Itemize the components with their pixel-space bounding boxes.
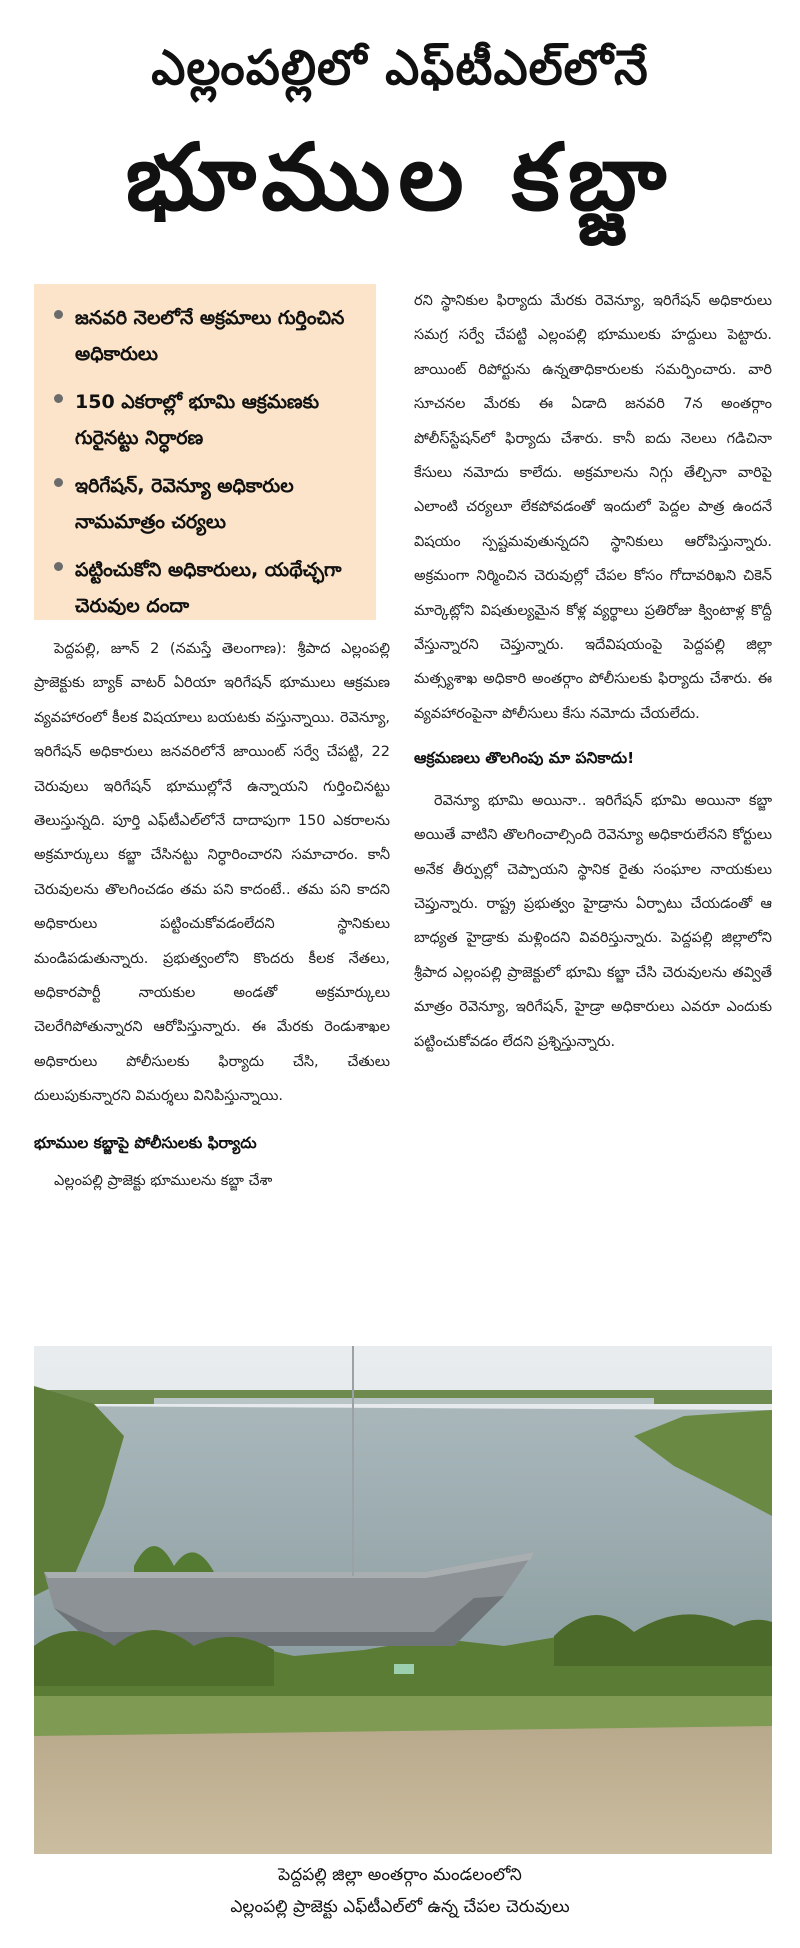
news-photo xyxy=(34,1346,772,1854)
article-paragraph: పెద్దపల్లి, జూన్‌ 2 (నమస్తే తెలంగాణ): శ్రీపాద ఎల్లంపల్లి ప్రాజెక్టుకు బ్యాక్‌ వాటర్‌ ఏరియా ఇరిగేషన్‌ భూములు ఆక్రమణ వ్యవహారంలో కీలక విషయాలు బయటకు వస్తున్నాయి. రెవెన్యూ, ఇరిగేషన్‌ అధికారులు జనవరిలోనే జాయింట్‌ సర్వే చేపట్టి, 22 చెరువులు ఇరిగేషన్‌ భూముల్లోనే ఉన్నాయని గుర్తించినట్టు తెలుస్తున్నది. పూర్తి ఎఫ్‌టీఎల్‌లోనే దాదాపుగా 150 ఎకరాలను అక్రమార్కులు కబ్జా చేసినట్టు నిర్ధారించారని సమాచారం. కానీ చెరువులను తొలగించడం తమ పని కాదంటే.. తమ పని కాదని అధికారులు పట్టించుకోవడంలేదని స్థానికులు మండిపడుతున్నారు. ప్రభుత్వంలోని కొందరు కీలక నేతలు, అధికారపార్టీ నాయకుల అండతో అక్రమార్కులు చెలరేగిపోతున్నారని ఆరోపిస్తున్నారు. ఈ మేరకు రెండుశాఖల అధికారులు పోలీసులకు ఫిర్యాదు చేసి, చేతులు దులుపుకున్నారని విమర్శలు వినిపిస్తున్నాయి. xyxy=(34,641,390,1105)
pond-photo-illustration xyxy=(34,1346,772,1854)
highlight-text: ఇరిగేషన్‌, రెవెన్యూ అధికారుల నామమాత్రం చర్యలు xyxy=(75,475,294,533)
article-column-right xyxy=(414,284,772,1059)
highlight-item xyxy=(54,552,362,624)
bullet-icon xyxy=(54,478,63,487)
article-paragraph: రెవెన్యూ భూమి అయినా.. ఇరిగేషన్‌ భూమి అయినా కబ్జా అయితే వాటిని తొలగించాల్సింది రెవెన్యూ అధికారులేనని కోర్టులు అనేక తీర్పుల్లో చెప్పాయని స్థానిక రైతు సంఘాల నాయకులు చెప్తున్నారు. రాష్ట్ర ప్రభుత్వం హైడ్రాను ఏర్పాటు చేయడంతో ఆ బాధ్యత హైడ్రాకు మళ్లిందని వివరిస్తున్నారు. పెద్దపల్లి జిల్లాలోని శ్రీపాద ఎల్లంపల్లి ప్రాజెక్టులో భూమి కబ్జా చేసి చెరువులను తవ్వితే మాత్రం రెవెన్యూ, ఇరిగేషన్‌, హైడ్రా అధికారులు ఎవరూ ఎందుకు పట్టించుకోవడం లేదని ప్రశ్నిస్తున్నారు. xyxy=(414,792,772,1050)
headline-kicker: ఎల్లంపల్లిలో ఎఫ్‌టీఎల్‌లోనే xyxy=(151,40,649,96)
bullet-icon xyxy=(54,394,63,403)
highlight-item xyxy=(54,384,362,456)
headline-main: భూముల కబ్జా xyxy=(125,124,675,231)
article-paragraph: ఎల్లంపల్లి ప్రాజెక్టు భూములను కబ్జా చేశా xyxy=(54,1173,273,1190)
subheading: ఆక్రమణలు తొలగింపు మా పనికాదు! xyxy=(414,749,635,768)
highlight-item xyxy=(54,468,362,540)
highlights-box xyxy=(34,284,376,620)
highlight-text: పట్టించుకోని అధికారులు, యథేచ్ఛగా చెరువుల దందా xyxy=(75,559,342,617)
article-paragraph: రని స్థానికుల ఫిర్యాదు మేరకు రెవెన్యూ, ఇరిగేషన్‌ అధికారులు సమగ్ర సర్వే చేపట్టి ఎల్లంపల్లి భూములకు హద్దులు పెట్టారు. జాయింట్‌ రిపోర్టును ఉన్నతాధికారులకు సమర్పించారు. వారి సూచనల మేరకు ఈ ఏడాది జనవరి 7న అంతర్గాం పోలీస్‌స్టేషన్‌లో ఫిర్యాదు చేశారు. కానీ ఐదు నెలలు గడిచినా కేసులు నమోదు కాలేదు. అక్రమాలను నిగ్గు తేల్చినా వారిపై ఎలాంటి చర్యలూ లేకపోవడంతో ఇందులో పెద్దల పాత్ర ఉందనే విషయం స్పష్టమవుతున్నదని స్థానికులు ఆరోపిస్తున్నారు. అక్రమంగా నిర్మించిన చెరువుల్లో చేపల కోసం గోదావరిఖని చికెన్‌ మార్కెట్లోని విషతుల్యమైన కోళ్ల వ్యర్థాలు ప్రతిరోజు క్వింటాళ్ల కొద్దీ వేస్తున్నారని చెప్తున్నారు. ఇదేవిషయంపై పెద్దపల్లి జిల్లా మత్స్యశాఖ అధికారి అంతర్గాం పోలీసులకు ఫిర్యాదు చేశారు. ఈ వ్యవహారంపైనా పోలీసులు కేసు నమోదు చేయలేదు. xyxy=(414,293,772,722)
highlight-text: 150 ఎకరాల్లో భూమి ఆక్రమణకు గురైనట్టు నిర్ధారణ xyxy=(75,391,320,449)
photo-caption-line-1: పెద్దపల్లి జిల్లా అంతర్గాం మండలంలోని xyxy=(278,1865,522,1885)
subheading: భూముల కబ్జాపై పోలీసులకు ఫిర్యాదు xyxy=(34,1133,257,1152)
bullet-icon xyxy=(54,310,63,319)
photo-caption-line-2: ఎల్లంపల్లి ప్రాజెక్టు ఎఫ్‌టీఎల్‌లో ఉన్న చేపల చెరువులు xyxy=(230,1897,570,1917)
article-column-left xyxy=(34,632,390,1199)
highlight-item xyxy=(54,300,362,372)
highlight-text: జనవరి నెలలోనే అక్రమాలు గుర్తించిన అధికారులు xyxy=(75,307,345,365)
bullet-icon xyxy=(54,562,63,571)
